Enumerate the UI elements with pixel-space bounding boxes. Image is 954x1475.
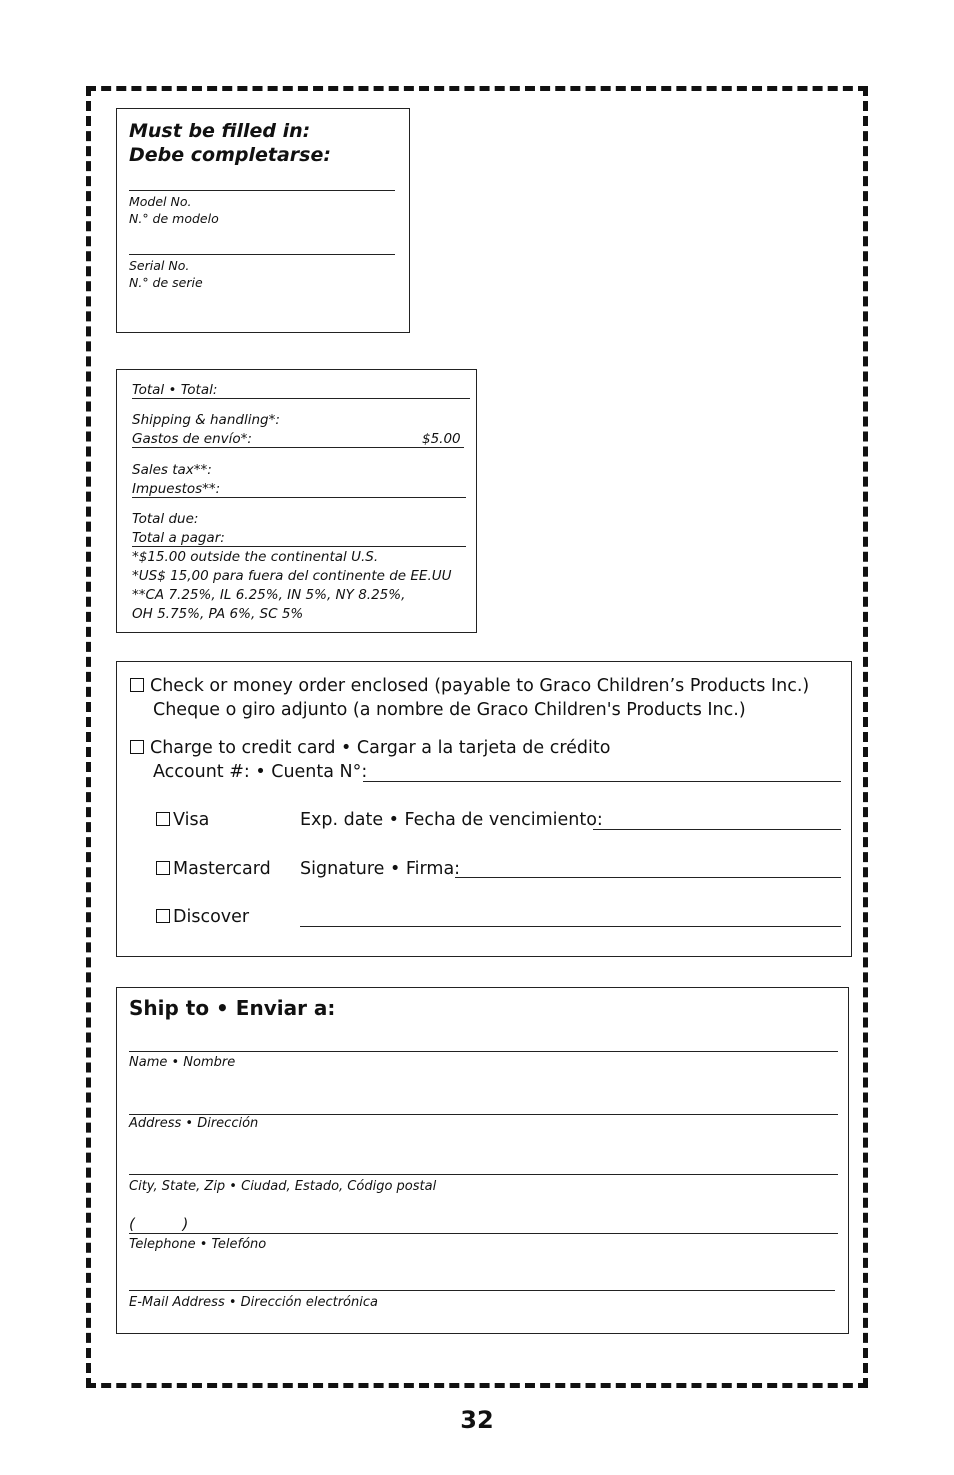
shipping-label-en: Shipping & handling*: — [132, 412, 280, 428]
visa-label: Visa — [173, 810, 210, 830]
tax-note-1: **CA 7.25%, IL 6.25%, IN 5%, NY 8.25%, — [132, 587, 406, 603]
tax-label-en: Sales tax**: — [132, 462, 212, 478]
tax-note-2: OH 5.75%, PA 6%, SC 5% — [132, 606, 304, 622]
check-label-en: Check or money order enclosed (payable to Graco Children’s Products Inc.) — [150, 676, 810, 696]
tax-field[interactable] — [132, 497, 466, 498]
account-number-field[interactable] — [363, 781, 841, 782]
exp-date-field[interactable] — [593, 829, 841, 830]
visa-checkbox[interactable] — [156, 812, 170, 826]
charge-option — [130, 736, 610, 760]
required-title-es: Debe completarse: — [129, 144, 331, 166]
address-field[interactable] — [129, 1114, 838, 1115]
discover-option — [156, 905, 249, 929]
serial-label-en: Serial No. — [129, 258, 190, 273]
total-field[interactable] — [132, 398, 470, 399]
signature-extra-field[interactable] — [300, 926, 841, 927]
serial-label-es: N.° de serie — [129, 275, 203, 290]
shipping-label-es: Gastos de envío*: — [132, 431, 252, 447]
charge-label: Charge to credit card • Cargar a la tarjeta de crédito — [150, 738, 611, 758]
phone-field[interactable] — [129, 1233, 838, 1234]
ship-to-title: Ship to • Enviar a: — [129, 996, 336, 1020]
total-label: Total • Total: — [132, 382, 218, 398]
required-heading — [129, 119, 331, 167]
signature-label: Signature • Firma: — [300, 859, 461, 879]
discover-checkbox[interactable] — [156, 909, 170, 923]
phone-area-code: ( ) — [129, 1215, 189, 1233]
due-label-en: Total due: — [132, 511, 199, 527]
due-label-es: Total a pagar: — [132, 530, 225, 546]
due-field[interactable] — [132, 546, 466, 547]
shipping-note-en: *$15.00 outside the continental U.S. — [132, 549, 379, 565]
discover-label: Discover — [173, 907, 250, 927]
check-checkbox[interactable] — [130, 678, 144, 692]
exp-date-label: Exp. date • Fecha de vencimiento: — [300, 810, 603, 830]
name-label: Name • Nombre — [129, 1055, 236, 1070]
check-label-es: Cheque o giro adjunto (a nombre de Graco Children's Products Inc.) — [153, 700, 746, 720]
model-number-field[interactable] — [129, 190, 395, 191]
tax-label-es: Impuestos**: — [132, 481, 221, 497]
city-field[interactable] — [129, 1174, 838, 1175]
city-label: City, State, Zip • Ciudad, Estado, Código postal — [129, 1179, 437, 1194]
model-number-label — [129, 193, 219, 227]
charge-checkbox[interactable] — [130, 740, 144, 754]
account-label: Account #: • Cuenta N°: — [153, 762, 368, 782]
shipping-note-es: *US$ 15,00 para fuera del continente de EE.UU — [132, 568, 452, 584]
name-field[interactable] — [129, 1051, 838, 1052]
model-label-en: Model No. — [129, 194, 192, 209]
model-label-es: N.° de modelo — [129, 211, 219, 226]
ship-to-box — [116, 987, 849, 1334]
page-number: 32 — [460, 1406, 494, 1434]
signature-field[interactable] — [455, 877, 841, 878]
required-title-en: Must be filled in: — [129, 120, 311, 142]
mastercard-label: Mastercard — [173, 859, 271, 879]
shipping-value: $5.00 — [422, 431, 461, 447]
required-info-box — [116, 108, 410, 333]
mastercard-option — [156, 857, 271, 881]
visa-option — [156, 808, 209, 832]
payment-box — [116, 661, 852, 957]
serial-number-field[interactable] — [129, 254, 395, 255]
email-field[interactable] — [129, 1290, 835, 1291]
check-option — [130, 674, 809, 698]
mastercard-checkbox[interactable] — [156, 861, 170, 875]
phone-label: Telephone • Telefóno — [129, 1237, 267, 1252]
totals-box — [116, 369, 477, 633]
shipping-field — [132, 447, 464, 448]
address-label: Address • Dirección — [129, 1116, 259, 1131]
serial-number-label — [129, 257, 203, 291]
email-label: E-Mail Address • Dirección electrónica — [129, 1295, 378, 1310]
